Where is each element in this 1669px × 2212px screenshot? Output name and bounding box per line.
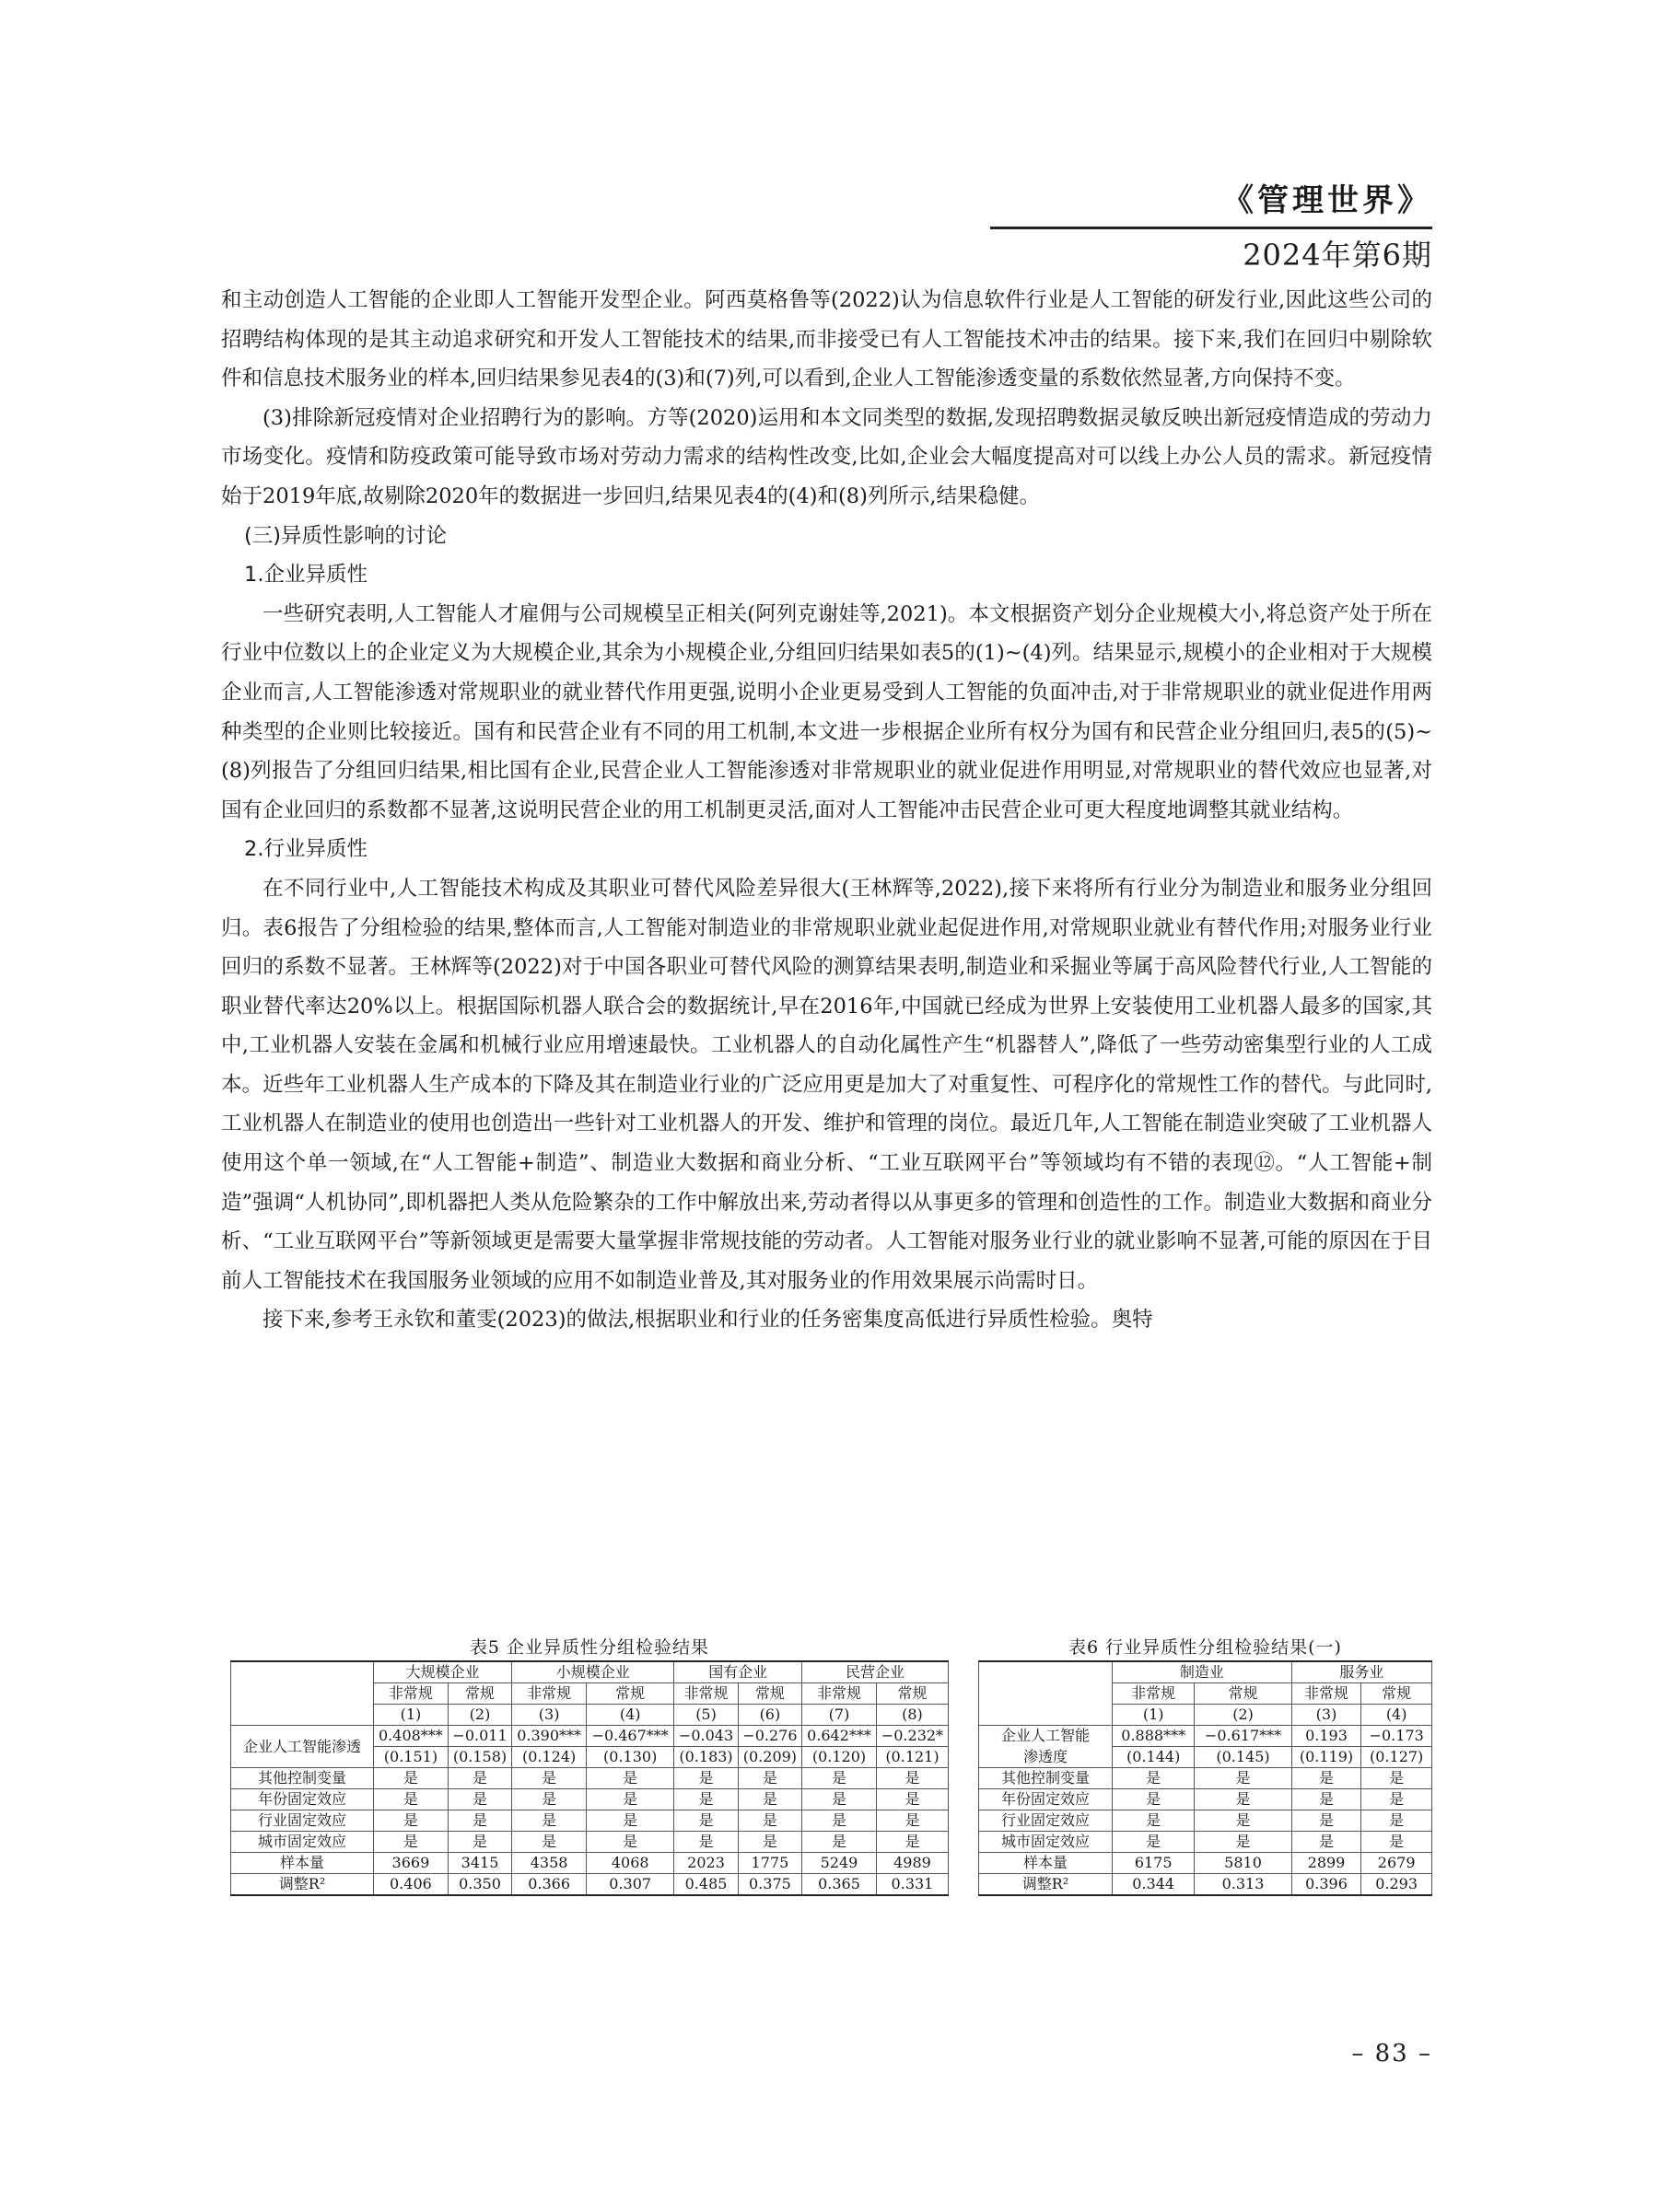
table5-row-label: 年份固定效应 [231, 1789, 374, 1810]
table6-cell: 是 [1291, 1789, 1361, 1810]
table5-cell: 0.375 [738, 1874, 801, 1896]
table5-cell: 是 [876, 1789, 948, 1810]
table5-cell: 是 [448, 1832, 511, 1853]
table5-subhead: 常规 [738, 1683, 801, 1705]
table6-cell: 是 [1361, 1810, 1432, 1832]
table6-var-label: 企业人工智能 [979, 1726, 1113, 1747]
table5-cell: 是 [802, 1832, 877, 1853]
table6-row-label: 其他控制变量 [979, 1768, 1113, 1789]
table5-cell: 3669 [374, 1853, 449, 1874]
table5-cell: 是 [802, 1810, 877, 1832]
table5-se: (0.121) [876, 1747, 948, 1768]
table5-cell: 0.307 [587, 1874, 674, 1896]
table5-col-number: (8) [876, 1705, 948, 1726]
table6-se: (0.145) [1195, 1747, 1291, 1768]
table5-group: 民营企业 [802, 1661, 949, 1683]
table5-cell: 0.485 [674, 1874, 738, 1896]
paragraph: 和主动创造人工智能的企业即人工智能开发型企业。阿西莫格鲁等(2022)认为信息软件行业是人工智能的研发行业,因此这些公司的招聘结构体现的是其主动追求研究和开发人工智能技术的结果,而非接受已有人工智能技术冲击的结果。接下来,我们在回归中剔除软件和信息技术服务业的样本,回归结果参见表4的(3)和(7)列,可以看到,企业人工智能渗透变量的系数依然显著,方向保持不变。 [221, 288, 1432, 391]
table5-cell: 是 [876, 1832, 948, 1853]
article-body [221, 281, 1432, 1340]
table5-corner [231, 1661, 374, 1726]
table5-row-label: 行业固定效应 [231, 1810, 374, 1832]
table6-coef: 0.193 [1291, 1726, 1361, 1747]
table6-se: (0.144) [1113, 1747, 1195, 1768]
table5-cell: 是 [512, 1768, 587, 1789]
table5-cell: 是 [374, 1789, 449, 1810]
table-row [979, 1832, 1432, 1853]
table-row [979, 1810, 1432, 1832]
paragraph: 接下来,参考王永钦和董雯(2023)的做法,根据职业和行业的任务密集度高低进行异质性检验。奥特 [263, 1308, 1153, 1333]
table6-cell: 6175 [1113, 1853, 1195, 1874]
table5-col-number: (2) [448, 1705, 511, 1726]
table5-cell: 是 [802, 1768, 877, 1789]
table6-se: (0.127) [1361, 1747, 1432, 1768]
table6-col-number: (1) [1113, 1705, 1195, 1726]
table5-cell: 1775 [738, 1853, 801, 1874]
table5-cell: 是 [512, 1832, 587, 1853]
table5-coef: −0.276 [738, 1726, 801, 1747]
table5-cell: 是 [674, 1789, 738, 1810]
table6-cell: 是 [1195, 1810, 1291, 1832]
subsection-heading: 2.行业异质性 [244, 837, 368, 862]
table5-subhead: 非常规 [802, 1683, 877, 1705]
table6-cell: 是 [1113, 1768, 1195, 1789]
table5-cell: 是 [674, 1810, 738, 1832]
table6 [978, 1635, 1432, 1896]
table5-se: (0.158) [448, 1747, 511, 1768]
table-row [979, 1768, 1432, 1789]
table6-caption: 表6 行业异质性分组检验结果(一) [1068, 1637, 1342, 1658]
table6-cell: 0.344 [1113, 1874, 1195, 1896]
table5-coef: −0.011 [448, 1726, 511, 1747]
table5-cell: 是 [674, 1768, 738, 1789]
table5-cell: 是 [374, 1832, 449, 1853]
table5-cell: 是 [738, 1832, 801, 1853]
table5-cell: 4358 [512, 1853, 587, 1874]
table5-cell: 是 [587, 1810, 674, 1832]
table6-coef: 0.888*** [1113, 1726, 1195, 1747]
page-number: – 83 – [1351, 2040, 1432, 2067]
table5-cell: 2023 [674, 1853, 738, 1874]
table6-cell: 是 [1361, 1768, 1432, 1789]
table5-caption: 表5 企业异质性分组检验结果 [469, 1637, 710, 1658]
table6-subhead: 常规 [1361, 1683, 1432, 1705]
table6-cell: 0.313 [1195, 1874, 1291, 1896]
table5-col-number: (6) [738, 1705, 801, 1726]
table5-cell: 是 [876, 1768, 948, 1789]
table5-row-label: 其他控制变量 [231, 1768, 374, 1789]
table6-row-label: 城市固定效应 [979, 1832, 1113, 1853]
table-row [231, 1832, 949, 1853]
table5-cell: 是 [738, 1789, 801, 1810]
table6-row-label: 调整R² [979, 1874, 1113, 1896]
table5-coef: −0.043 [674, 1726, 738, 1747]
table6-cell: 0.396 [1291, 1874, 1361, 1896]
table5-coef: 0.408*** [374, 1726, 449, 1747]
table5-cell: 0.365 [802, 1874, 877, 1896]
table5-cell: 0.406 [374, 1874, 449, 1896]
table6-row-label: 行业固定效应 [979, 1810, 1113, 1832]
table6-subhead: 非常规 [1291, 1683, 1361, 1705]
table6-group: 服务业 [1291, 1661, 1431, 1683]
table5-cell: 3415 [448, 1853, 511, 1874]
paragraph: 在不同行业中,人工智能技术构成及其职业可替代风险差异很大(王林辉等,2022),接下来将所有行业分为制造业和服务业分组回归。表6报告了分组检验的结果,整体而言,人工智能对制造业的非常规职业就业起促进作用,对常规职业就业有替代作用;对服务业行业回归的系数不显著。王林辉等(2022)对于中国各职业可替代风险的测算结果表明,制造业和采掘业等属于高风险替代行业,人工智能的职业替代率达20%以上。根据国际机器人联合会的数据统计,早在2016年,中国就已经成为世界上安装使用工业机器人最多的国家,其中,工业机器人安装在金属和机械行业应用增速最快。工业机器人的自动化属性产生“机器替人”,降低了一些劳动密集型行业的人工成本。近些年工业机器人生产成本的下降及其在制造业行业的广泛应用更是加大了对重复性、可程序化的常规性工作的替代。与此同时,工业机器人在制造业的使用也创造出一些针对工业机器人的开发、维护和管理的岗位。最近几年,人工智能在制造业突破了工业机器人使用这个单一领域,在“人工智能+制造”、制造业大数据和商业分析、“工业互联网平台”等领域均有不错的表现⑫。“人工智能+制造”强调“人机协同”,即机器把人类从危险繁杂的工作中解放出来,劳动者得以从事更多的管理和创造性的工作。制造业大数据和商业分析、“工业互联网平台”等新领域更是需要大量掌握非常规技能的劳动者。人工智能对服务业行业的就业影响不显著,可能的原因在于目前人工智能技术在我国服务业领域的应用不如制造业普及,其对服务业的作用效果展示尚需时日。 [221, 876, 1432, 1293]
table5-cell: 0.366 [512, 1874, 587, 1896]
table6-subhead: 常规 [1195, 1683, 1291, 1705]
table-row [231, 1768, 949, 1789]
table6-cell: 是 [1361, 1789, 1432, 1810]
table5-cell: 是 [738, 1768, 801, 1789]
table6-cell: 是 [1291, 1810, 1361, 1832]
section-heading: (三)异质性影响的讨论 [244, 523, 448, 548]
table5-cell: 是 [448, 1789, 511, 1810]
table-row [979, 1874, 1432, 1896]
table6-coef: −0.617*** [1195, 1726, 1291, 1747]
header-rule [990, 227, 1432, 229]
table-row [979, 1853, 1432, 1874]
table6-cell: 是 [1361, 1832, 1432, 1853]
table5-group: 国有企业 [674, 1661, 802, 1683]
table6-col-number: (4) [1361, 1705, 1432, 1726]
table5-cell: 4068 [587, 1853, 674, 1874]
table6-cell: 5810 [1195, 1853, 1291, 1874]
table5-cell: 是 [374, 1768, 449, 1789]
table5-cell: 是 [674, 1832, 738, 1853]
table5-subhead: 常规 [587, 1683, 674, 1705]
table5-se: (0.120) [802, 1747, 877, 1768]
table5-se: (0.130) [587, 1747, 674, 1768]
table5-cell: 是 [512, 1810, 587, 1832]
table5-cell: 是 [587, 1768, 674, 1789]
table5-coef: 0.642*** [802, 1726, 877, 1747]
table5-cell: 4989 [876, 1853, 948, 1874]
table-row [979, 1789, 1432, 1810]
table6-cell: 是 [1113, 1810, 1195, 1832]
table5-cell: 是 [512, 1789, 587, 1810]
table6-cell: 是 [1291, 1768, 1361, 1789]
table5-cell: 是 [587, 1789, 674, 1810]
table6-cell: 2679 [1361, 1853, 1432, 1874]
table5-cell: 是 [587, 1832, 674, 1853]
table5-cell: 是 [876, 1810, 948, 1832]
table5-cell: 是 [374, 1810, 449, 1832]
issue-label: 2024年第6期 [1243, 238, 1432, 273]
table6-row-label: 年份固定效应 [979, 1789, 1113, 1810]
table5-group: 小规模企业 [512, 1661, 674, 1683]
table6-se: (0.119) [1291, 1747, 1361, 1768]
table5-row-label: 城市固定效应 [231, 1832, 374, 1853]
table5-col-number: (5) [674, 1705, 738, 1726]
table5-col-number: (1) [374, 1705, 449, 1726]
table-row [231, 1810, 949, 1832]
table5-var-label: 企业人工智能渗透 [231, 1726, 374, 1768]
table6-cell: 是 [1195, 1832, 1291, 1853]
table5-row-label: 样本量 [231, 1853, 374, 1874]
table5-cell: 0.331 [876, 1874, 948, 1896]
table5-se: (0.151) [374, 1747, 449, 1768]
table5-cell: 0.350 [448, 1874, 511, 1896]
table5-cell: 是 [448, 1810, 511, 1832]
table6-cell: 2899 [1291, 1853, 1361, 1874]
table5-subhead: 非常规 [674, 1683, 738, 1705]
paragraph: 一些研究表明,人工智能人才雇佣与公司规模呈正相关(阿列克谢娃等,2021)。本文根据资产划分企业规模大小,将总资产处于所在行业中位数以上的企业定义为大规模企业,其余为小规模企业,分组回归结果如表5的(1)~(4)列。结果显示,规模小的企业相对于大规模企业而言,人工智能渗透对常规职业的就业替代作用更强,说明小企业更易受到人工智能的负面冲击,对于非常规职业的就业促进作用两种类型的企业则比较接近。国有和民营企业有不同的用工机制,本文进一步根据企业所有权分为国有和民营企业分组回归,表5的(5)~(8)列报告了分组回归结果,相比国有企业,民营企业人工智能渗透对非常规职业的就业促进作用明显,对常规职业的替代效应也显著,对国有企业回归的系数都不显著,这说明民营企业的用工机制更灵活,面对人工智能冲击民营企业可更大程度地调整其就业结构。 [221, 601, 1432, 822]
paragraph: (3)排除新冠疫情对企业招聘行为的影响。方等(2020)运用和本文同类型的数据,发现招聘数据灵敏反映出新冠疫情造成的劳动力市场变化。疫情和防疫政策可能导致市场对劳动力需求的结构性改变,比如,企业会大幅度提高对可以线上办公人员的需求。新冠疫情始于2019年底,故剔除2020年的数据进一步回归,结果见表4的(4)和(8)列所示,结果稳健。 [221, 405, 1432, 508]
table6-coef: −0.173 [1361, 1726, 1432, 1747]
table5-se: (0.124) [512, 1747, 587, 1768]
journal-title: 《管理世界》 [1222, 182, 1432, 219]
table6-cell: 是 [1113, 1832, 1195, 1853]
table5-group: 大规模企业 [374, 1661, 512, 1683]
table5-subhead: 非常规 [374, 1683, 449, 1705]
table5-coef: 0.390*** [512, 1726, 587, 1747]
table6-var-label: 渗透度 [979, 1747, 1113, 1768]
table6-row-label: 样本量 [979, 1853, 1113, 1874]
table5-se: (0.183) [674, 1747, 738, 1768]
table5-cell: 是 [448, 1768, 511, 1789]
table5-coef: −0.467*** [587, 1726, 674, 1747]
table6-group: 制造业 [1113, 1661, 1292, 1683]
table5 [230, 1635, 949, 1896]
table5-subhead: 非常规 [512, 1683, 587, 1705]
table6-cell: 是 [1291, 1832, 1361, 1853]
table6-col-number: (2) [1195, 1705, 1291, 1726]
table6-col-number: (3) [1291, 1705, 1361, 1726]
table5-col-number: (4) [587, 1705, 674, 1726]
table6-cell: 是 [1195, 1768, 1291, 1789]
table5-row-label: 调整R² [231, 1874, 374, 1896]
table-row [231, 1874, 949, 1896]
table5-cell: 是 [738, 1810, 801, 1832]
table6-corner [979, 1661, 1113, 1726]
table-row [231, 1853, 949, 1874]
table-row [231, 1789, 949, 1810]
table6-cell: 是 [1113, 1789, 1195, 1810]
table5-col-number: (3) [512, 1705, 587, 1726]
table6-cell: 是 [1195, 1789, 1291, 1810]
table5-subhead: 常规 [876, 1683, 948, 1705]
subsection-heading: 1.企业异质性 [244, 563, 368, 588]
table5-coef: −0.232* [876, 1726, 948, 1747]
running-header [990, 177, 1432, 277]
table5-cell: 5249 [802, 1853, 877, 1874]
table5-col-number: (7) [802, 1705, 877, 1726]
table5-cell: 是 [802, 1789, 877, 1810]
table5-se: (0.209) [738, 1747, 801, 1768]
table6-subhead: 非常规 [1113, 1683, 1195, 1705]
table5-subhead: 常规 [448, 1683, 511, 1705]
table6-cell: 0.293 [1361, 1874, 1432, 1896]
table5-grid [230, 1660, 949, 1896]
table6-grid [978, 1660, 1432, 1896]
